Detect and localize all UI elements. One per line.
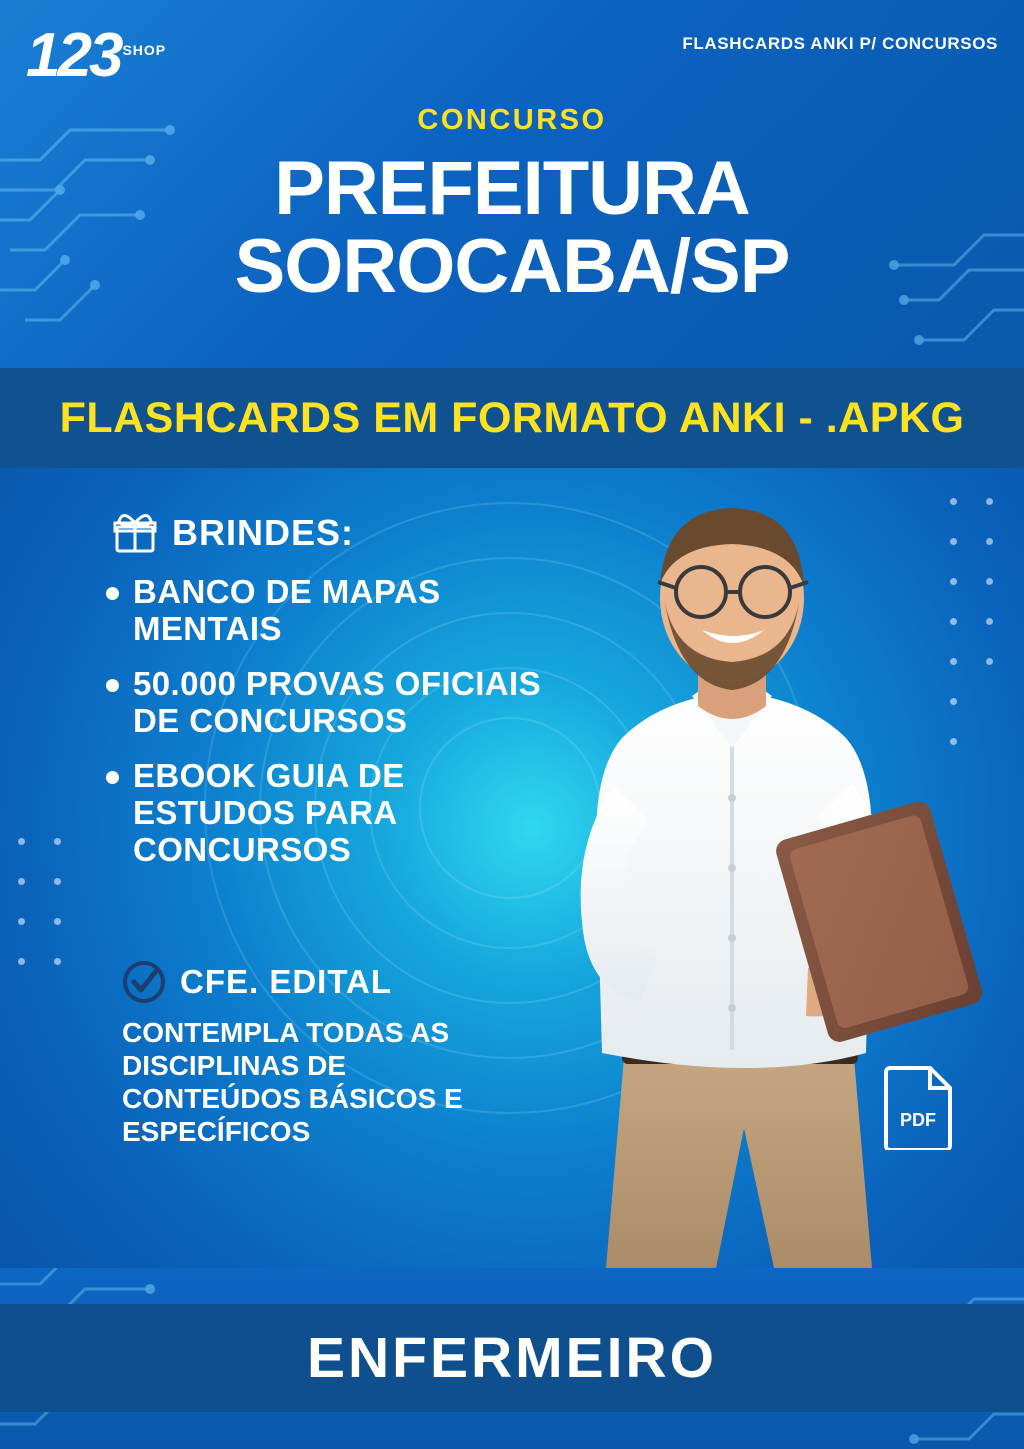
check-circle-icon [122,960,166,1004]
bullet-dot [106,587,119,600]
edital-heading-group [122,960,392,1004]
list-item [106,573,546,647]
edital-description: CONTEMPLA TODAS AS DISCIPLINAS DE CONTEÚDOS BÁSICOS E ESPECÍFICOS [122,1017,463,1147]
photo-person-with-tablet [474,498,994,1268]
bonus-list [106,573,546,886]
bonus-item-label: EBOOK GUIA DE ESTUDOS PARA CONCURSOS [133,757,405,868]
bonus-heading-group [112,510,354,556]
role-label: ENFERMEIRO [306,1326,718,1390]
gift-icon [112,510,158,556]
header-tagline: FLASHCARDS ANKI P/ CONCURSOS [682,34,998,53]
hero-title [0,146,1024,309]
poster-header [0,0,1024,368]
hero-kicker: CONCURSO [417,104,607,136]
poster-body [0,468,1024,1268]
bullet-dot [106,771,119,784]
bonus-item-label: 50.000 PROVAS OFICIAIS DE CONCURSOS [133,665,541,739]
list-item [106,665,546,739]
bonus-item-label: BANCO DE MAPAS MENTAIS [133,573,441,647]
brand-logo-number: 123 [26,21,121,90]
hero-title-line-1: PREFEITURA [274,146,750,231]
brand-logo [26,20,167,90]
pdf-badge-label: PDF [900,1110,936,1130]
role-bar [0,1304,1024,1412]
poster-footer [0,1268,1024,1449]
brand-logo-suffix: SHOP [122,42,167,58]
bonus-heading: BRINDES: [172,512,355,553]
hero-title-line-2: SOROCABA/SP [234,224,790,309]
pdf-file-icon [884,1064,956,1150]
format-banner [0,368,1024,468]
list-item [106,757,546,868]
edital-label: CFE. EDITAL [180,963,393,1000]
bullet-dot [106,679,119,692]
format-banner-text: FLASHCARDS EM FORMATO ANKI - .APKG [59,393,965,442]
